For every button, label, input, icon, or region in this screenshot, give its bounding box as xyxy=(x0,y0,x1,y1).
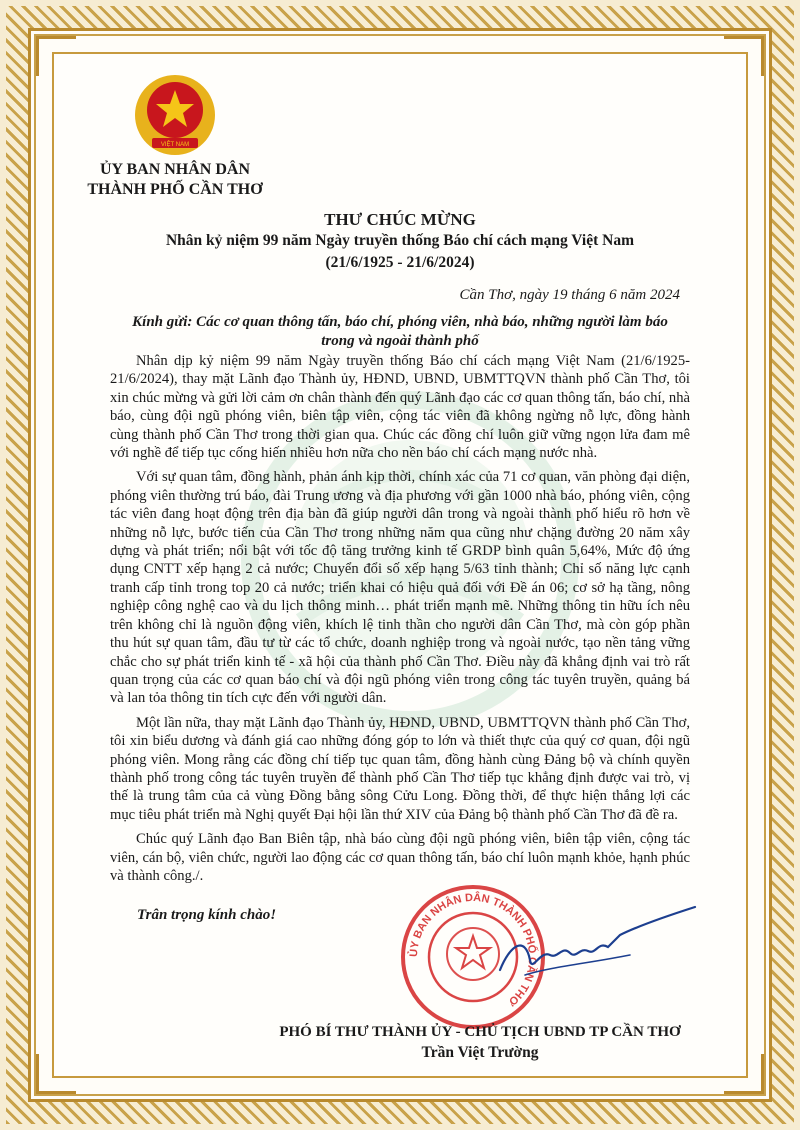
seal-text: ỦY BAN NHÂN DÂN THÀNH PHỐ CẦN THƠ xyxy=(407,891,539,1008)
org-line-1: ỦY BAN NHÂN DÂN xyxy=(99,161,251,178)
body-paragraph: Một lần nữa, thay mặt Lãnh đạo Thành ủy, HĐND, UBND, UBMTTQVN thành phố Cần Thơ, tôi xin biểu dương và đánh giá cao những đóng góp to lớn và thiết thực của quý cơ quan, đội ngũ phóng viên. Mong rằng các đồng chí tiếp tục quan tâm, đồng hành cùng Đảng bộ và chính quyền thành phố trong công tác tuyên truyền để thành phố Cần Thơ tiếp tục khẳng định được vai trò, vị thế là trung tâm của cả vùng Đồng bằng sông Cửu Long. Đồng thời, để thực hiện thắng lợi các mục tiêu phát triển mà Nghị quyết Đại hội lần thứ XIV của Đảng bộ thành phố Cần Thơ đã đề ra. xyxy=(110,714,690,823)
org-line-2: THÀNH PHỐ CẦN THƠ xyxy=(87,181,263,198)
national-emblem-icon xyxy=(130,72,220,162)
greeting-line-2: trong và ngoài thành phố xyxy=(321,333,479,349)
handwritten-signature xyxy=(470,905,700,995)
closing-salutation: Trân trọng kính chào! xyxy=(137,907,277,923)
emblem-banner-text: VIỆT NAM xyxy=(160,142,190,148)
issuing-organization xyxy=(60,160,290,200)
document-subtitle: Nhân kỷ niệm 99 năm Ngày truyền thống Báo chí cách mạng Việt Nam xyxy=(165,232,635,249)
document-dates: (21/6/1925 - 21/6/2024) xyxy=(325,254,475,271)
signer-name: Trần Việt Trường xyxy=(421,1044,539,1061)
greeting-line-1: Kính gửi: Các cơ quan thông tấn, báo chí, phóng viên, nhà báo, những người làm báo xyxy=(132,314,668,330)
document-title: THƯ CHÚC MỪNG xyxy=(324,210,476,229)
date-line: Cần Thơ, ngày 19 tháng 6 năm 2024 xyxy=(459,287,680,303)
signer-title: PHÓ BÍ THƯ THÀNH ỦY - CHỦ TỊCH UBND TP CẦN THƠ xyxy=(279,1024,681,1040)
body-paragraph: Với sự quan tâm, đồng hành, phản ánh kịp thời, chính xác của 71 cơ quan, văn phòng đại diện, phóng viên thường trú báo, đài Trung ương và địa phương với gần 1000 nhà báo, phóng viên, cộng tác viên đang hoạt động trên địa bàn đã giúp người dân trong và ngoài thành phố hiểu rõ hơn về những nỗ lực, bước tiến của Cần Thơ trong những năm qua cũng như chặng đường 20 năm xây dựng và phát triển; nổi bật với tốc độ tăng trưởng kinh tế GRDP bình quân 5,64%, Mức độ ứng dụng CNTT xếp hạng 2 cả nước; Chuyển đổi số xếp hạng 5/63 tỉnh thành; Chỉ số năng lực cạnh tranh cấp tỉnh trong top 20 cả nước; triển khai có hiệu quả đối với Đề án 06; cơ sở hạ tầng, nông nghiệp công nghệ cao và du lịch thông minh… phát triển mạnh mẽ. Những thông tin hữu ích nêu trên không chỉ là nguồn động viên, khích lệ tinh thần cho người dân Cần Thơ, mà còn góp phần thu hút sự quan tâm, đầu tư từ các tổ chức, doanh nghiệp trong và ngoài nước, tạo nền tảng vững chắc cho sự phát triển kinh tế - xã hội của thành phố Cần Thơ. Điều này đã khẳng định vai trò rất quan trọng của các cơ quan báo chí và đội ngũ phóng viên trong công tác tuyên truyền, quảng bá và lan tỏa thông tin tích cực đến với người dân. xyxy=(110,469,690,707)
body-paragraph: Chúc quý Lãnh đạo Ban Biên tập, nhà báo cùng đội ngũ phóng viên, biên tập viên, cộng tác viên, cán bộ, viên chức, người lao động các cơ quan thông tấn, báo chí luôn mạnh khỏe, hạnh phúc và thành công./. xyxy=(110,831,690,884)
letter-body xyxy=(110,352,690,891)
body-paragraph: Nhân dịp kỷ niệm 99 năm Ngày truyền thống Báo chí cách mạng Việt Nam (21/6/1925-21/6/2024), thay mặt Lãnh đạo Thành ủy, HĐND, UBND, UBMTTQVN thành phố Cần Thơ, tôi xin chúc mừng và gửi lời cảm ơn chân thành đến quý Lãnh đạo các cơ quan thông tấn, báo chí, nhà báo, cùng đội ngũ phóng viên, biên tập viên, cộng tác viên đã không ngừng nỗ lực, đồng hành cùng thành phố Cần Thơ trong thời gian qua. Chúc các đồng chí luôn giữ vững ngọn lửa đam mê với nghề để tiếp tục cống hiến nhiều hơn nữa cho nền báo chí cách mạng nước nhà. xyxy=(110,353,690,462)
greeting xyxy=(95,313,705,351)
